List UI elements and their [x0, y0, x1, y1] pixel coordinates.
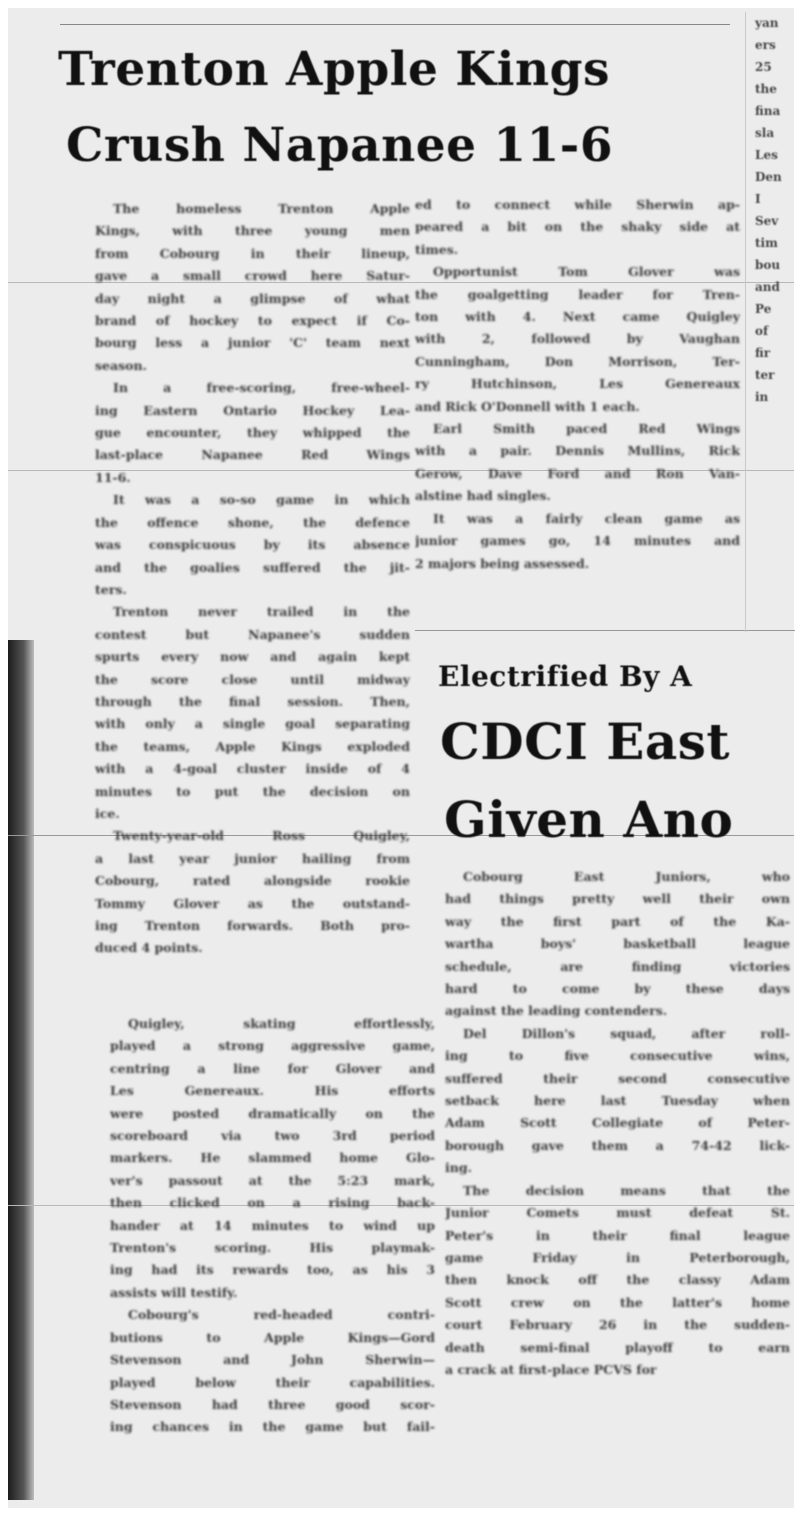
second-story-body [445, 866, 790, 1381]
text-line: peared a bit on the shaky side at [415, 219, 740, 235]
text-line: minutes to put the decision on [95, 783, 410, 799]
text-line: ters. [95, 581, 127, 597]
text-line: court February 26 in the sudden- [445, 1317, 790, 1333]
text-line: the offence shone, the defence [95, 514, 410, 530]
text-line: ing chances in the game but fail- [110, 1419, 435, 1435]
text-line: through the final session. Then, [95, 693, 410, 709]
text-line: way the first part of the Ka- [445, 913, 790, 929]
text-line: from Cobourg in their lineup, [95, 245, 410, 261]
text-line: Stevenson had three good scor- [110, 1396, 435, 1412]
fragment-word: and [755, 280, 780, 294]
text-line: ry Hutchinson, Les Genereaux [415, 376, 740, 392]
text-line: ed to connect while Sherwin ap- [415, 197, 740, 212]
text-line: the goalgetting leader for Tren- [415, 286, 740, 302]
text-line: last-place Napanee Red Wings [95, 447, 410, 463]
text-line: The homeless Trenton Apple [113, 201, 410, 216]
text-line: gue encounter, they whipped the [95, 425, 410, 441]
text-line: Gerow, Dave Ford and Ron Van- [415, 465, 740, 481]
text-line: Tommy Glover as the outstand- [95, 895, 410, 911]
text-line: had things pretty well their own [445, 891, 790, 907]
text-line: ton with 4. Next came Quigley [415, 309, 740, 325]
text-line: 11-6. [95, 469, 131, 485]
text-line: against the leading contenders. [445, 1003, 668, 1019]
text-line: markers. He slammed home Glo- [110, 1150, 435, 1166]
fragment-word: Les [755, 148, 778, 162]
second-story-headline-2: Given Ano [444, 790, 734, 849]
fragment-word: in [755, 390, 769, 404]
fragment-word: I [755, 192, 761, 206]
text-line: hander at 14 minutes to wind up [110, 1217, 435, 1233]
text-line: suffered their second consecutive [445, 1070, 790, 1086]
fragment-word: Sev [755, 214, 779, 228]
text-line: Peter's in their final league [445, 1227, 790, 1243]
headline-line-2: Crush Napanee 11-6 [66, 118, 614, 173]
text-line: Stevenson and John Sherwin— [110, 1352, 435, 1368]
fragment-word: ers [755, 38, 776, 52]
fragment-word: 25 [755, 60, 772, 74]
text-line: then knock off the classy Adam [445, 1272, 790, 1288]
text-line: game Friday in Peterborough, [445, 1249, 790, 1265]
fragment-word: fina [755, 104, 781, 118]
text-line: and Rick O'Donnell with 1 each. [415, 398, 640, 414]
text-line: The decision means that the [463, 1182, 790, 1198]
text-line: a last year junior hailing from [95, 850, 410, 866]
article-column-left-top [95, 198, 410, 960]
text-line: Del Dillon's squad, after roll- [463, 1025, 790, 1041]
article-column-left-bottom [110, 1013, 435, 1439]
headline-line-1: Trenton Apple Kings [58, 42, 610, 97]
fragment-word: ter [755, 368, 775, 382]
text-line: ing Trenton forwards. Both pro- [95, 918, 410, 933]
text-line: with a 4-goal cluster inside of 4 [95, 761, 410, 777]
text-line: Cobourg's red-headed contri- [128, 1307, 435, 1323]
text-line: duced 4 points. [95, 940, 203, 956]
text-line: In a free-scoring, free-wheel- [113, 380, 410, 396]
text-line: Adam Scott Collegiate of Peter- [445, 1115, 790, 1131]
text-line: with a pair. Dennis Mullins, Rick [415, 443, 740, 459]
text-line: with 2, followed by Vaughan [415, 331, 740, 347]
text-line: day night a glimpse of what [95, 290, 410, 306]
story-divider [415, 630, 795, 631]
text-line: assists will testify. [110, 1284, 238, 1300]
text-line: played below their capabilities. [110, 1374, 435, 1390]
text-line: Les Genereaux. His efforts [110, 1083, 435, 1099]
fragment-word: Pe [755, 302, 772, 316]
fragment-word: bou [755, 258, 781, 272]
text-line: played a strong aggressive game, [110, 1038, 435, 1054]
text-line: centring a line for Glover and [110, 1060, 435, 1076]
text-line: borough gave them a 74-42 lick- [445, 1137, 790, 1153]
text-line: scoreboard via two 3rd period [110, 1128, 435, 1144]
fragment-word: the [755, 82, 777, 96]
second-story-headline-1: CDCI East [440, 712, 730, 771]
text-line: Scott crew on the latter's home [445, 1294, 790, 1310]
text-line: wartha boys' basketball league [445, 936, 790, 952]
text-line: spurts every now and again kept [95, 649, 410, 665]
text-line: alstine had singles. [415, 488, 551, 504]
text-line: ver's passout at the 5:23 mark, [110, 1172, 435, 1188]
text-line: ice. [95, 805, 120, 821]
text-line: ing to five consecutive wins, [445, 1048, 790, 1064]
fragment-word: tim [755, 236, 778, 250]
text-line: contest but Napanee's sudden [95, 626, 410, 642]
text-line: setback here last Tuesday when [445, 1093, 790, 1109]
fragment-word: of [755, 324, 769, 338]
fragment-word: sla [755, 126, 775, 140]
text-line: brand of hockey to expect if Co- [95, 313, 410, 329]
text-line: ing had its rewards too, as his 3 [110, 1262, 435, 1278]
text-line: bourg less a junior 'C' team next [95, 335, 410, 351]
text-line: were posted dramatically on the [110, 1105, 435, 1121]
text-line: Earl Smith paced Red Wings [433, 421, 740, 437]
text-line: It was a so-so game in which [113, 492, 410, 508]
text-line: the score close until midway [95, 671, 410, 687]
text-line: hard to come by these days [445, 981, 790, 997]
text-line: It was a fairly clean game as [433, 510, 740, 526]
text-line: junior games go, 14 minutes and [415, 533, 740, 549]
text-line: then clicked on a rising back- [110, 1195, 435, 1211]
text-line: gave a small crowd here Satur- [95, 268, 410, 284]
text-line: Quigley, skating effortlessly, [128, 1016, 435, 1031]
text-line: with only a single goal separating [95, 716, 410, 732]
article-column-right-top [415, 194, 740, 575]
text-line: Opportunist Tom Glover was [433, 264, 740, 280]
text-line: a crack at first-place PCVS for [445, 1361, 657, 1377]
text-line: season. [95, 357, 147, 373]
text-line: Kings, with three young men [95, 223, 410, 239]
adjacent-column-fragments [755, 12, 795, 408]
fragment-word: fir [755, 346, 771, 360]
text-line: Junior Comets must defeat St. [445, 1205, 790, 1221]
text-line: 2 majors being assessed. [415, 555, 590, 571]
text-line: was conspicuous by its absence [95, 537, 410, 553]
column-rule [745, 12, 746, 632]
text-line: Cobourg East Juniors, who [463, 869, 790, 884]
text-line: ing Eastern Ontario Hockey Lea- [95, 402, 410, 418]
text-line: the teams, Apple Kings exploded [95, 738, 410, 754]
text-line: butions to Apple Kings—Gord [110, 1329, 435, 1345]
text-line: death semi-final playoff to earn [445, 1339, 790, 1355]
top-rule [60, 24, 730, 25]
second-story-kicker: Electrified By A [438, 660, 693, 693]
text-line: times. [415, 241, 459, 257]
text-line: Twenty-year-old Ross Quigley, [113, 828, 410, 844]
text-line: Trenton never trailed in the [113, 604, 410, 620]
text-line: and the goalies suffered the jit- [95, 559, 410, 575]
text-line: Trenton's scoring. His playmak- [110, 1240, 435, 1256]
text-line: Cunningham, Don Morrison, Ter- [415, 353, 740, 369]
text-line: ing. [445, 1160, 472, 1176]
text-line: Cobourg, rated alongside rookie [95, 873, 410, 889]
fragment-word: Den [755, 170, 782, 184]
film-edge-shadow [8, 640, 34, 1500]
fragment-word: yan [755, 16, 779, 30]
text-line: schedule, are finding victories [445, 958, 790, 974]
